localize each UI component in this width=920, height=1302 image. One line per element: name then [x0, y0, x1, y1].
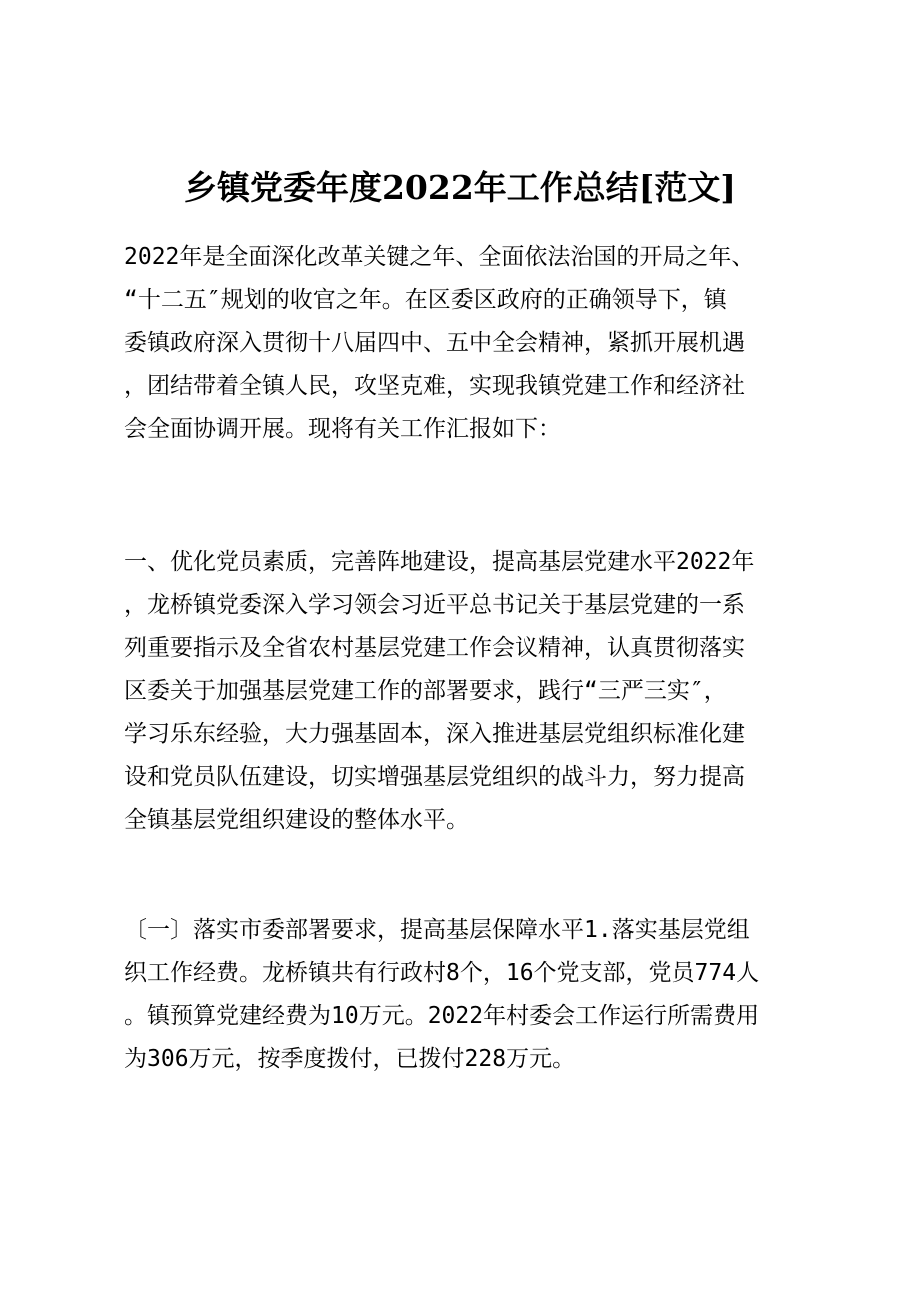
paragraph-line: 会全面协调开展。现将有关工作汇报如下： [124, 416, 561, 442]
paragraph-line: 设和党员队伍建设，切实增强基层党组织的战斗力，努力提高 [124, 764, 745, 790]
paragraph-line: ，团结带着全镇人民，攻坚克难，实现我镇党建工作和经济社 [124, 373, 745, 399]
paragraph-subsection-one [124, 909, 792, 1081]
paragraph-section-one [124, 541, 792, 842]
paragraph-line: 区委关于加强基层党建工作的部署要求，践行“三严三实″， [124, 678, 727, 704]
paragraph-line: ，龙桥镇党委深入学习领会习近平总书记关于基层党建的一系 [124, 592, 745, 618]
paragraph-line: 一、优化党员素质，完善阵地建设，提高基层党建水平2022年 [124, 549, 755, 575]
paragraph-line: 〔一〕落实市委部署要求，提高基层保障水平1.落实基层党组 [124, 917, 750, 943]
paragraph-line: 2022年是全面深化改革关键之年、全面依法治国的开局之年、 [124, 244, 755, 270]
paragraph-line: 学习乐东经验，大力强基固本，深入推进基层党组织标准化建 [124, 721, 745, 747]
document-title: 乡镇党委年度2022年工作总结[范文] [183, 168, 737, 207]
paragraph-line: 全镇基层党组织建设的整体水平。 [124, 807, 469, 833]
paragraph-line: “十二五″规划的收官之年。在区委区政府的正确领导下，镇 [124, 287, 727, 313]
paragraph-line: 织工作经费。龙桥镇共有行政村8个，16个党支部，党员774人 [124, 960, 760, 986]
paragraph-line: 为306万元，按季度拨付，已拨付228万元。 [124, 1046, 576, 1072]
paragraph-line: 委镇政府深入贯彻十八届四中、五中全会精神，紧抓开展机遇 [124, 330, 745, 356]
paragraph-intro [124, 236, 792, 451]
paragraph-line: 列重要指示及全省农村基层党建工作会议精神，认真贯彻落实 [124, 635, 745, 661]
paragraph-line: 。镇预算党建经费为10万元。2022年村委会工作运行所需费用 [124, 1003, 760, 1029]
